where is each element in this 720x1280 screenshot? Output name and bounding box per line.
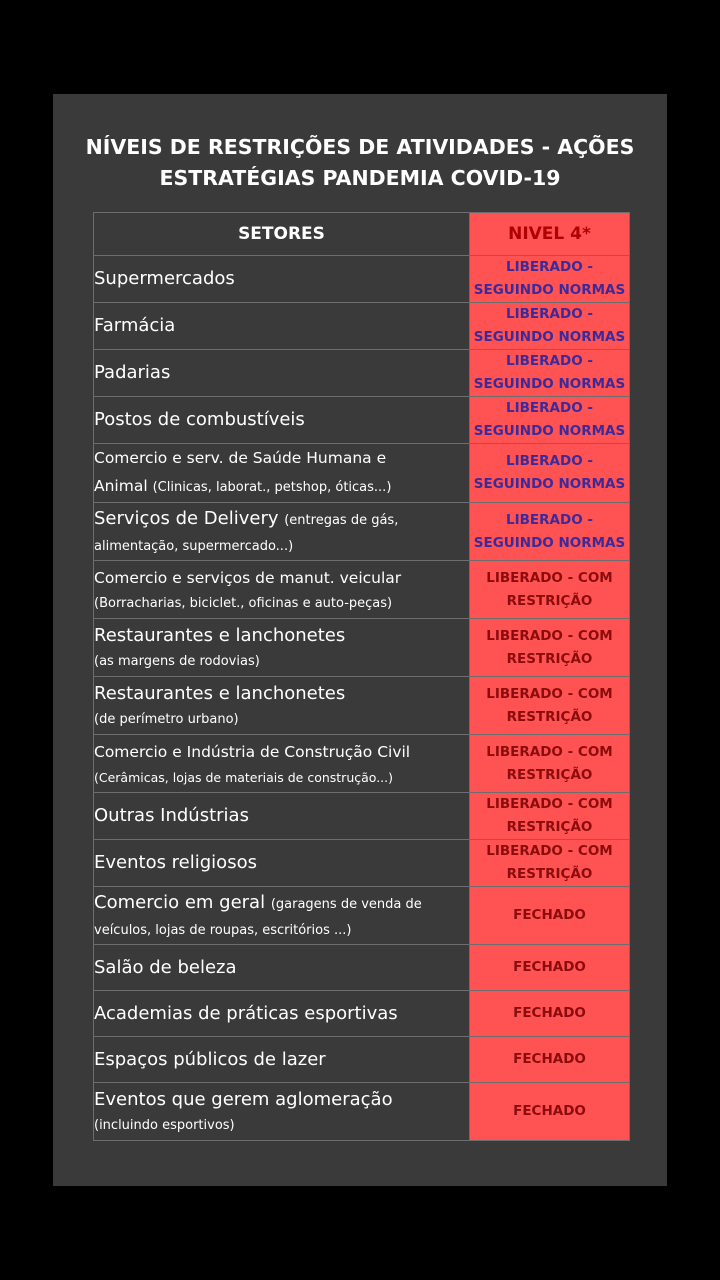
sector-cell: [94, 677, 470, 735]
restrictions-table: [93, 212, 630, 1141]
status-line-2: RESTRIÇÃO: [506, 592, 593, 609]
sector-name: Padarias: [94, 362, 171, 383]
table-row: [94, 397, 630, 444]
status-line-1: LIBERADO - COM: [486, 569, 613, 586]
status-cell: [470, 735, 630, 793]
sector-note: (entregas de gás,: [284, 512, 399, 528]
table-row: [94, 1083, 630, 1141]
sector-cell: [94, 561, 470, 619]
table-row: [94, 444, 630, 503]
status-cell: [470, 503, 630, 561]
sector-cell: [94, 735, 470, 793]
status-cell: [470, 256, 630, 303]
status-cell: [470, 303, 630, 350]
status-cell: [470, 619, 630, 677]
sector-cell: [94, 503, 470, 561]
sector-name: Espaços públicos de lazer: [94, 1048, 326, 1070]
status-line-2: RESTRIÇÃO: [506, 708, 593, 725]
sector-subtext: (as margens de rodovias): [94, 653, 260, 669]
status-line-2: SEGUINDO NORMAS: [473, 423, 626, 439]
sectors-column-header: SETORES: [94, 213, 470, 256]
sector-name: Postos de combustíveis: [94, 409, 305, 430]
status-cell: [470, 350, 630, 397]
sector-name: Serviços de Delivery: [94, 507, 279, 529]
table-row: [94, 677, 630, 735]
sector-cell: [94, 840, 470, 887]
status-line-2: SEGUINDO NORMAS: [473, 329, 626, 345]
sector-cell: [94, 444, 470, 503]
status-line-1: FECHADO: [513, 907, 586, 923]
sector-subtext: (Borracharias, biciclet., oficinas e auto-peças): [94, 595, 393, 611]
table-row: [94, 256, 630, 303]
status-line-2: SEGUINDO NORMAS: [473, 282, 626, 298]
table-row: [94, 303, 630, 350]
sector-name: Comercio em geral: [94, 891, 266, 913]
sector-subtext: (Cerâmicas, lojas de materiais de construção...): [94, 769, 394, 785]
status-cell: [470, 444, 630, 503]
status-cell: [470, 991, 630, 1037]
sector-name: Outras Indústrias: [94, 805, 249, 826]
sector-name: Comercio e serv. de Saúde Humana e: [94, 449, 387, 467]
sector-name-cont: Animal: [94, 477, 148, 495]
status-line-1: LIBERADO - COM: [486, 627, 613, 644]
sector-name: Restaurantes e lanchonetes: [94, 682, 346, 704]
status-cell: [470, 561, 630, 619]
status-cell: [470, 397, 630, 444]
page-title: [53, 132, 667, 194]
sector-cell: [94, 945, 470, 991]
status-line-2: SEGUINDO NORMAS: [473, 376, 626, 392]
sector-name: Eventos que gerem aglomeração: [94, 1088, 393, 1110]
sector-cell: [94, 397, 470, 444]
sector-cell: [94, 256, 470, 303]
table-row: [94, 945, 630, 991]
sector-name: Farmácia: [94, 315, 176, 336]
table-row: [94, 793, 630, 840]
sector-cell: [94, 1083, 470, 1141]
sector-subtext: (de perímetro urbano): [94, 711, 239, 727]
status-line-2: RESTRIÇÃO: [506, 866, 593, 882]
sector-cell: [94, 619, 470, 677]
table-row: [94, 735, 630, 793]
status-cell: [470, 1083, 630, 1141]
status-line-1: FECHADO: [513, 1103, 586, 1119]
status-line-1: LIBERADO - COM: [486, 843, 613, 859]
table-row: [94, 561, 630, 619]
table-row: [94, 991, 630, 1037]
table-row: [94, 619, 630, 677]
sector-name: Restaurantes e lanchonetes: [94, 624, 346, 646]
sector-name: Comercio e serviços de manut. veicular: [94, 568, 402, 587]
sector-name: Eventos religiosos: [94, 852, 257, 873]
document-card: [53, 94, 667, 1186]
status-line-1: LIBERADO -: [506, 353, 593, 369]
status-cell: [470, 840, 630, 887]
sector-cell: [94, 1037, 470, 1083]
status-line-1: LIBERADO -: [506, 306, 593, 322]
level-column-header: NIVEL 4*: [470, 213, 630, 256]
title-line-1: NÍVEIS DE RESTRIÇÕES DE ATIVIDADES - AÇÕES: [85, 135, 635, 159]
sector-subtext: (incluindo esportivos): [94, 1117, 235, 1133]
sector-cell: [94, 350, 470, 397]
status-line-2: SEGUINDO NORMAS: [473, 476, 626, 492]
status-line-1: LIBERADO - COM: [486, 685, 613, 702]
status-cell: [470, 793, 630, 840]
table-row: [94, 350, 630, 397]
status-line-1: LIBERADO -: [506, 511, 593, 528]
sector-cell: [94, 793, 470, 840]
status-cell: [470, 1037, 630, 1083]
status-line-2: SEGUINDO NORMAS: [473, 534, 626, 551]
sector-subtext: veículos, lojas de roupas, escritórios ...): [94, 922, 352, 938]
table-row: [94, 1037, 630, 1083]
status-cell: [470, 945, 630, 991]
status-line-1: LIBERADO -: [506, 453, 593, 469]
sector-name: Academias de práticas esportivas: [94, 1002, 398, 1024]
table-row: [94, 887, 630, 945]
sector-cell: [94, 303, 470, 350]
sector-name: Supermercados: [94, 268, 235, 289]
sector-subtext: alimentação, supermercado...): [94, 538, 294, 554]
sector-name: Salão de beleza: [94, 956, 237, 978]
status-line-1: LIBERADO -: [506, 259, 593, 275]
status-cell: [470, 677, 630, 735]
table-row: [94, 503, 630, 561]
sector-cell: [94, 991, 470, 1037]
status-line-1: FECHADO: [513, 1051, 586, 1067]
status-line-1: FECHADO: [513, 959, 586, 975]
status-line-1: LIBERADO - COM: [486, 796, 613, 812]
table-row: [94, 840, 630, 887]
sector-note: (garagens de venda de: [270, 896, 422, 912]
sector-name: Comercio e Indústria de Construção Civil: [94, 742, 411, 761]
status-line-2: RESTRIÇÃO: [506, 766, 593, 783]
title-line-2: ESTRATÉGIAS PANDEMIA COVID-19: [159, 166, 561, 190]
sector-cell: [94, 887, 470, 945]
status-line-2: RESTRIÇÃO: [506, 819, 593, 835]
status-line-1: LIBERADO - COM: [486, 743, 613, 760]
sector-note: (Clinicas, laborat., petshop, óticas...): [152, 480, 392, 495]
status-line-1: LIBERADO -: [506, 400, 593, 416]
status-cell: [470, 887, 630, 945]
status-line-1: FECHADO: [513, 1005, 586, 1021]
status-line-2: RESTRIÇÃO: [506, 650, 593, 667]
